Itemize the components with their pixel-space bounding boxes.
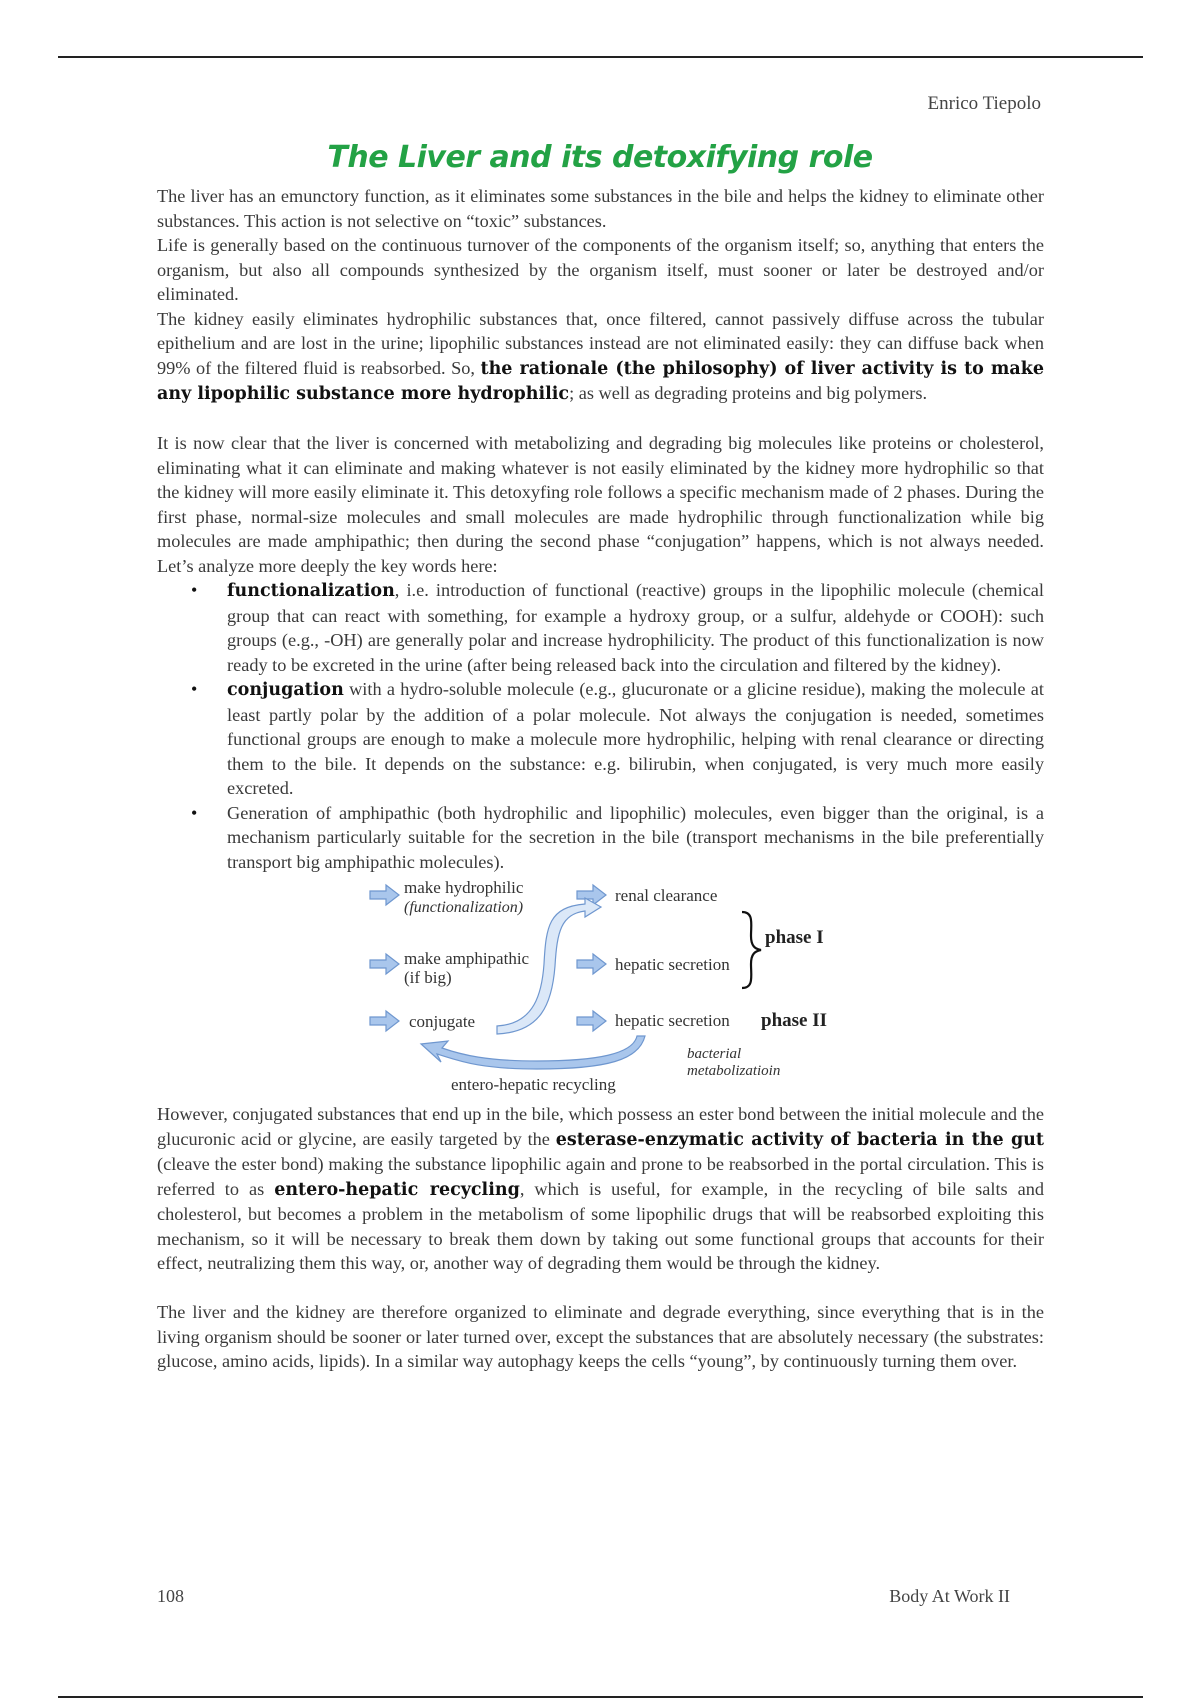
page-title: The Liver and its detoxifying role [327,140,873,175]
paragraph-turnover: Life is generally based on the continuous turnover of the components of the organism itself; so, anything that enters the organism, but also all compounds synthesized by the organism itself, must sooner or later be destroyed and/or eliminated. [157,235,1044,304]
label-bacterial: bacterial [687,1046,742,1062]
paragraph-entero-text-c: , which is useful, for example, in the recycling of bile salts and cholesterol, but becomes a problem in the metabolism of some lipophilic drugs that will be reabsorbed exploiting this mechanism, so it will be necessary to break them down by taking out some functional groups that accounts for their effect, neutralizing them this way, or, another way of degrading them would be through the kidney. [157,1178,1045,1273]
label-hepatic-secretion-1: hepatic secretion [615,955,730,974]
diagram-arrows [157,874,1044,1102]
list-item-text: , i.e. introduction of functional (reactive) groups in the lipophilic molecule (chemical group that can react with something, for example a hydroxy group, or a sulfur, aldehyde or COOH): such groups (e.g., -OH) are generally polar and increase hydrophilicity. The product of this functionalization is now ready to be excreted in the urine (after being released back into the circulation and filtered by the kidney). [227,580,1044,675]
paragraph-entero-hepatic [157,1102,1044,1276]
top-rule [58,56,1143,58]
arrow-icon [577,954,606,974]
recycling-arrow-icon [421,1036,645,1069]
label-hepatic-secretion-2: hepatic secretion [615,1011,730,1030]
label-conjugate: conjugate [409,1012,476,1031]
phase-i-brace [742,912,761,988]
key-words-list [157,578,1044,874]
paragraph-entero-bold-1: esterase-enzymatic activity of bacteria in the gut [555,1129,1044,1150]
detox-phases-diagram [157,874,1044,1102]
paragraph-entero-bold-2: entero-hepatic recycling [274,1179,520,1200]
label-functionalization: (functionalization) [404,899,524,916]
paragraph-kidney-text-b: ; as well as degrading proteins and big polymers. [569,383,928,403]
list-item-term: conjugation [227,680,344,700]
page-number: 108 [157,1586,184,1606]
arrow-icon [370,1011,399,1031]
label-metabolization: metabolizatioin [687,1063,781,1079]
list-item-functionalization [157,578,1044,677]
paragraph-conclusion: The liver and the kidney are therefore organized to eliminate and degrade everything, since everything that is in the living organism should be sooner or later turned over, except the substances that are absolutely necessary (the substrates: glucose, amino acids, lipids). In a similar way autophagy keeps the cells “young”, by continuously turning them over. [157,1302,1044,1371]
list-item-amphipathic [157,801,1044,875]
paragraph-mechanism: It is now clear that the liver is concerned with metabolizing and degrading big molecules like proteins or cholesterol, eliminating what it can eliminate and making whatever is not easily eliminated by the kidney more hydrophilic so that the kidney will more easily eliminate it. This detoxyfing role follows a specific mechanism made of 2 phases. During the first phase, normal-size molecules and small molecules are made hydrophilic through functionalization while big molecules are made amphipathic; then during the second phase “conjugation” happens, which is not always needed. Let’s analyze more deeply the key words here: [157,433,1044,576]
paragraph-entero-text-a: However, conjugated substances that end up in the bile, which possess an ester bond between the initial molecule and the glucuronic acid or glycine, are easily targeted by the [157,1104,1044,1149]
label-make-amphipathic-text: make amphipathic [404,949,530,968]
paragraph-kidney-rationale: the rationale (the philosophy) of liver activity is to make any lipophilic substance more hydrophilic [157,358,1044,404]
arrow-icon [370,885,399,905]
paragraph-kidney [157,307,1044,407]
arrow-icon [577,1011,606,1031]
label-phase-i: phase I [765,927,824,948]
main-content [157,184,1044,1374]
label-make-amphipathic [404,949,529,987]
bottom-rule [58,1696,1143,1698]
paragraph-kidney-text-a: The kidney easily eliminates hydrophilic substances that, once filtered, cannot passively diffuse across the tubular epithelium and are lost in the urine; lipophilic substances instead are not eliminated easily: they can diffuse back when 99% of the filtered fluid is reabsorbed. So, [157,308,1044,378]
label-phase-ii: phase II [761,1010,827,1031]
arrow-icon [370,954,399,974]
list-item-term: functionalization [227,581,395,601]
label-renal-clearance: renal clearance [615,886,718,905]
label-make-hydrophilic [404,878,523,917]
list-item-text: Generation of amphipathic (both hydrophilic and lipophilic) molecules, even bigger than the original, is a mechanism particularly suitable for the secretion in the bile (transport mechanisms in the bile preferentially transport big amphipathic molecules). [227,802,1044,872]
paragraph-emunctory: The liver has an emunctory function, as it eliminates some substances in the bile and helps the kidney to eliminate other substances. This action is not selective on “toxic” substances. [157,186,1044,231]
label-make-hydrophilic-text: make hydrophilic [404,878,524,897]
label-entero-hepatic-recycling: entero-hepatic recycling [451,1075,616,1094]
label-bacterial-metabolization [687,1046,780,1080]
label-if-big: (if big) [404,968,452,987]
paragraph-entero-text-b: (cleave the ester bond) making the substance lipophilic again and prone to be reabsorbed in the portal circulation. This is referred to as [157,1154,1044,1199]
list-item-conjugation [157,677,1044,801]
header-author: Enrico Tiepolo [927,93,1041,114]
book-title: Body At Work II [889,1586,1010,1606]
list-item-text: with a hydro-soluble molecule (e.g., glucuronate or a glicine residue), making the molecule at least partly polar by the addition of a polar molecule. Not always the conjugation is needed, sometimes functional groups are enough to make a molecule more hydrophilic, helping with renal clearance or directing them to the bile. It depends on the substance: e.g. bilirubin, when conjugated, is very much more easily excreted. [227,679,1044,798]
